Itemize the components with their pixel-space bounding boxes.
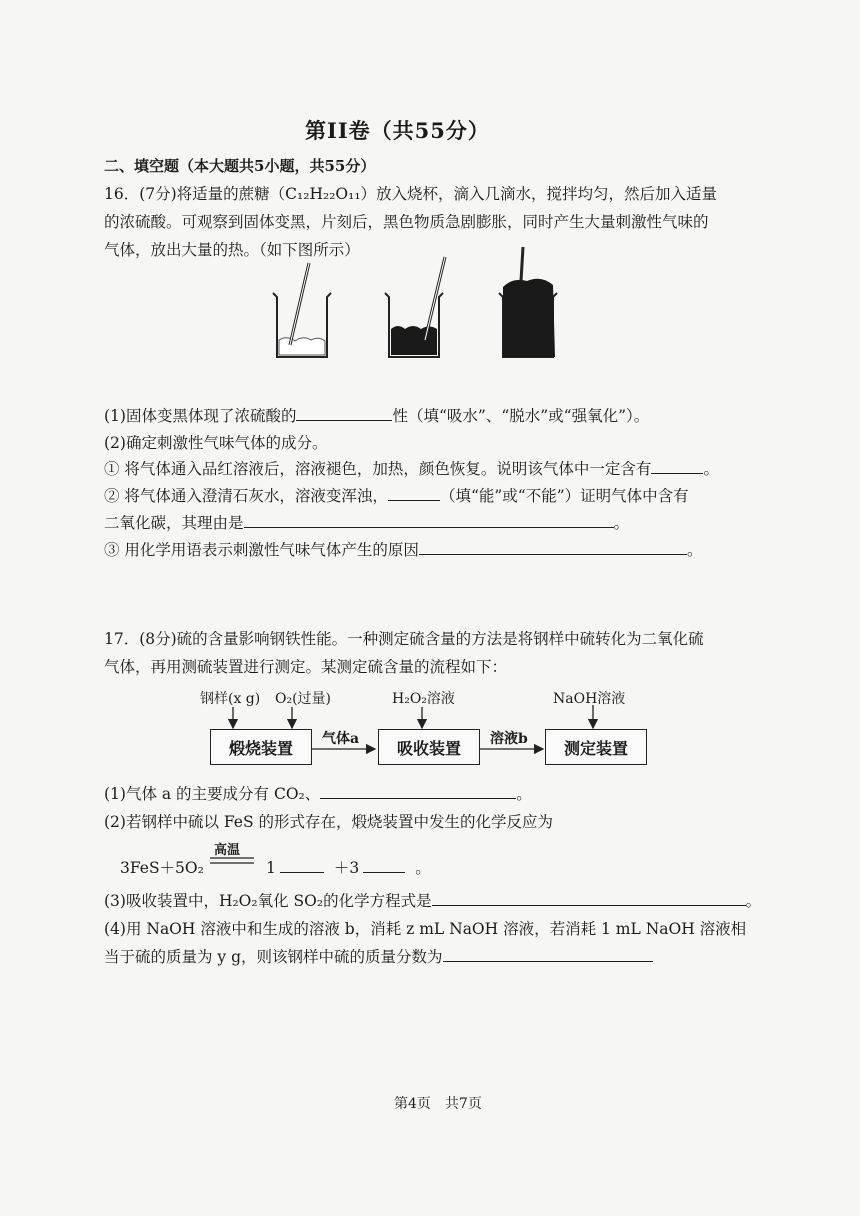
beakers-figure — [265, 245, 565, 365]
equation-right — [266, 856, 431, 878]
flow-input-steel: 钢样(x g) — [200, 691, 261, 707]
equation-coef1: 1 — [266, 859, 276, 877]
q17-part4-cont — [104, 945, 653, 967]
q16-part1-text: (1)固体变黑体现了浓硫酸的 — [104, 407, 297, 425]
q16-part2-2-text2: （填“能”或“不能”）证明气体中含有 — [439, 487, 689, 505]
page-number: 第4页 共7页 — [394, 1096, 482, 1112]
equation-equals — [210, 857, 254, 865]
q16-part2-3-text: ③ 用化学用语表示刺激性气味气体产生的原因 — [104, 541, 419, 559]
answer-blank[interactable] — [363, 858, 405, 873]
flow-box-measurement: 测定装置 — [545, 729, 647, 765]
flow-input-h2o2: H₂O₂溶液 — [392, 691, 455, 707]
answer-blank[interactable] — [320, 784, 516, 799]
q17-part4-text: 当于硫的质量为 y g，则该钢样中硫的质量分数为 — [104, 948, 443, 966]
answer-blank[interactable] — [419, 540, 687, 555]
q16-part2-1 — [104, 457, 719, 479]
equation-plus: ＋3 — [333, 859, 360, 877]
q16-part2-2-cont — [104, 511, 629, 533]
q16-part1-text2: 性（填“吸水”、“脱水”或“强氧化”）。 — [392, 407, 650, 425]
flow-box-absorption: 吸收装置 — [378, 729, 480, 765]
q16-part2-2-text3: 二氧化碳，其理由是 — [104, 514, 244, 532]
q16-part2-1-end: 。 — [703, 460, 719, 478]
answer-blank[interactable] — [443, 947, 653, 962]
q16-part2-2-end: 。 — [613, 514, 630, 532]
flow-label-solution-b: 溶液b — [490, 731, 528, 747]
q16-part2-3-end: 。 — [686, 541, 703, 559]
q16-line3: 气体，放出大量的热。（如下图所示） — [104, 241, 360, 259]
answer-blank[interactable] — [280, 858, 324, 873]
q17-part1 — [104, 782, 532, 804]
answer-blank[interactable] — [651, 459, 703, 474]
flow-input-o2: O₂(过量) — [275, 691, 332, 707]
answer-blank[interactable] — [244, 513, 614, 528]
equation-end: 。 — [415, 859, 431, 877]
q16-line2: 的浓硫酸。可观察到固体变黑，片刻后，黑色物质急剧膨胀，同时产生大量刺激性气味的 — [104, 213, 709, 231]
page-title: 第II卷（共55分） — [305, 118, 490, 143]
q16-part2-3 — [104, 538, 702, 560]
q16-part2: (2)确定刺激性气味气体的成分。 — [104, 434, 328, 452]
beaker-1 — [273, 263, 331, 357]
equation-condition: 高温 — [214, 843, 241, 858]
flow-input-naoh: NaOH溶液 — [553, 691, 626, 707]
q16-part1 — [104, 404, 649, 426]
beaker-2 — [385, 257, 445, 357]
q17-part1-text: (1)气体 a 的主要成分有 CO₂、 — [104, 785, 321, 803]
q17-part3-text: (3)吸收装置中，H₂O₂氧化 SO₂的化学方程式是 — [104, 892, 432, 910]
q16-part2-2-text: ② 将气体通入澄清石灰水，溶液变浑浊， — [104, 487, 388, 505]
beaker-3 — [499, 247, 557, 357]
flow-box-calcination: 煅烧装置 — [210, 729, 312, 765]
q17-part3-end: 。 — [745, 892, 762, 910]
q17-part1-end: 。 — [516, 785, 532, 803]
q17-line1: 17．(8分)硫的含量影响钢铁性能。一种测定硫含量的方法是将钢样中硫转化为二氧化硫 — [104, 630, 704, 648]
q17-part3 — [104, 889, 761, 911]
q17-part4: (4)用 NaOH 溶液中和生成的溶液 b，消耗 z mL NaOH 溶液，若消耗 1 mL NaOH 溶液相 — [104, 920, 747, 938]
answer-blank[interactable] — [296, 406, 392, 421]
answer-blank[interactable] — [388, 486, 440, 501]
q16-part2-2 — [104, 484, 689, 506]
flow-label-gas-a: 气体a — [322, 731, 360, 747]
answer-blank[interactable] — [432, 891, 746, 906]
equation-left: 3FeS＋5O₂ — [120, 859, 204, 877]
q16-line1: 16．(7分)将适量的蔗糖（C₁₂H₂₂O₁₁）放入烧杯，滴入几滴水，搅拌均匀，然后加入适量 — [104, 185, 718, 203]
section-heading: 二、填空题（本大题共5小题，共55分） — [104, 157, 376, 175]
q16-part2-1-text: ① 将气体通入品红溶液后，溶液褪色，加热，颜色恢复。说明该气体中一定含有 — [104, 460, 652, 478]
q17-part2: (2)若钢样中硫以 FeS 的形式存在，煅烧装置中发生的化学反应为 — [104, 813, 554, 831]
q17-line2: 气体，再用测硫装置进行测定。某测定硫含量的流程如下： — [104, 658, 508, 676]
